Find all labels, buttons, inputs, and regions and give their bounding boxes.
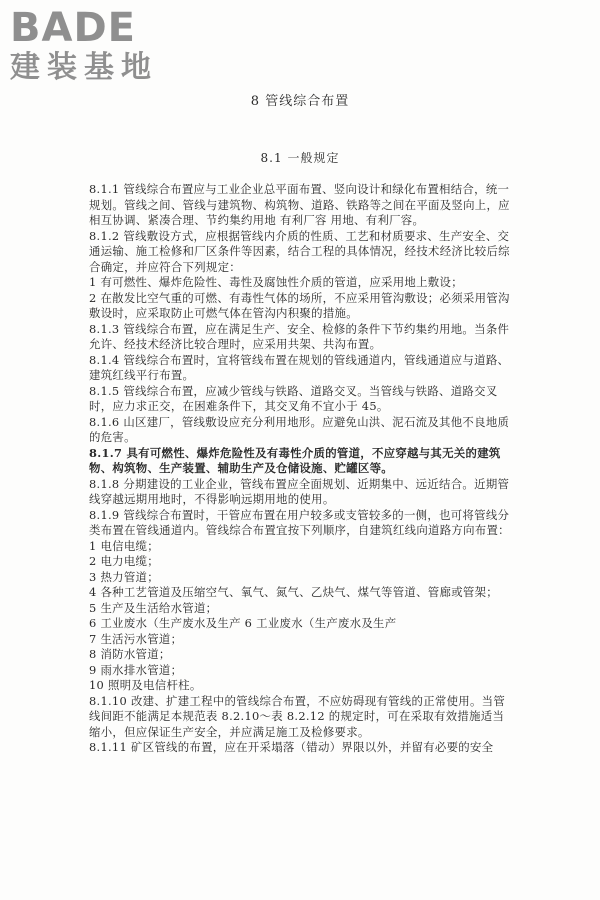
list-item: 1 电信电缆； — [89, 538, 159, 553]
document-body — [89, 182, 514, 756]
paragraph: 8.1.9 管线综合布置时，干管应布置在用户较多或支管较多的一侧，也可将管线分类布置在管线通道内。管线综合布置宜按下列顺序，自建筑红线向道路方向布置： — [89, 507, 510, 537]
list-item: 8 消防水管道； — [89, 647, 171, 661]
list-item: 10 照明及电信杆柱。 — [89, 678, 202, 692]
logo-subtitle: 建装基地 — [10, 50, 158, 85]
list-item: 3 热力管道； — [89, 569, 159, 584]
paragraph: 8.1.8 分期建设的工业企业，管线布置应全面规划、近期集中、远近结合。近期管线穿越远期用地时，不得影响远期用地的使用。 — [89, 476, 510, 506]
list-item: 1 有可燃性、爆炸危险性、毒性及腐蚀性介质的管道，应采用地上敷设； — [89, 275, 463, 289]
list-item: 5 生产及生活给水管道； — [89, 600, 218, 615]
mandatory-clause: 8.1.7 具有可燃性、爆炸危险性及有毒性介质的管道，不应穿越与其无关的建筑物、构筑物、生产装置、辅助生产及仓储设施、贮罐区等。 — [89, 445, 501, 475]
list-item: 7 生活污水管道； — [89, 631, 183, 646]
paragraph: 8.1.6 山区建厂，管线敷设应充分利用地形。应避免山洪、泥石流及其他不良地质的危害。 — [89, 414, 510, 444]
list-item: 4 各种工艺管道及压缩空气、氧气、氮气、乙炔气、煤气等管道、管廊或管架； — [89, 585, 498, 599]
brand-logo — [10, 6, 180, 86]
page-title: 8 管线综合布置 — [250, 94, 350, 109]
list-item: 2 在散发比空气重的可燃、有毒性气体的场所，不应采用管沟敷设；必须采用管沟敷设时，应采取防止可燃气体在管沟内积聚的措施。 — [89, 290, 510, 320]
list-item: 9 雨水排水管道； — [89, 662, 183, 677]
paragraph: 8.1.11 矿区管线的布置，应在开采塌落（错动）界限以外，并留有必要的安全 — [89, 740, 494, 754]
paragraph: 8.1.4 管线综合布置时，宜将管线布置在规划的管线通道内，管线通道应与道路、建筑红线平行布置。 — [89, 352, 510, 382]
section-title: 8.1 一般规定 — [260, 151, 340, 165]
paragraph: 8.1.10 改建、扩建工程中的管线综合布置，不应妨碍现有管线的正常使用。当管线间距不能满足本规范表 8.2.10～表 8.2.12 的规定时，可在采取有效措施适当缩小，但应保证生产安全，并应满足施工及检修要求。 — [89, 693, 506, 739]
paragraph: 8.1.2 管线敷设方式，应根据管线内介质的性质、工艺和材质要求、生产安全、交通运输、施工检修和厂区条件等因素，结合工程的具体情况，经技术经济比较后综合确定，并应符合下列规定： — [89, 228, 510, 274]
list-item: 2 电力电缆； — [89, 554, 159, 568]
logo-wordmark: BADE — [10, 5, 136, 51]
list-item: 6 工业废水（生产废水及生产 6 工业废水（生产废水及生产 — [89, 616, 397, 630]
paragraph: 8.1.1 管线综合布置应与工业企业总平面布置、竖向设计和绿化布置相结合，统一规划。管线之间、管线与建筑物、构筑物、道路、铁路等之间在平面及竖向上，应相互协调、紧凑合理、节约集约用地 有利厂容 用地、有利厂容。 — [89, 182, 510, 227]
paragraph: 8.1.5 管线综合布置，应减少管线与铁路、道路交叉。当管线与铁路、道路交叉时，应力求正交，在困难条件下，其交叉角不宜小于 45。 — [89, 383, 498, 413]
paragraph: 8.1.3 管线综合布置，应在满足生产、安全、检修的条件下节约集约用地。当条件允许、经技术经济比较合理时，应采用共架、共沟布置。 — [89, 321, 510, 351]
